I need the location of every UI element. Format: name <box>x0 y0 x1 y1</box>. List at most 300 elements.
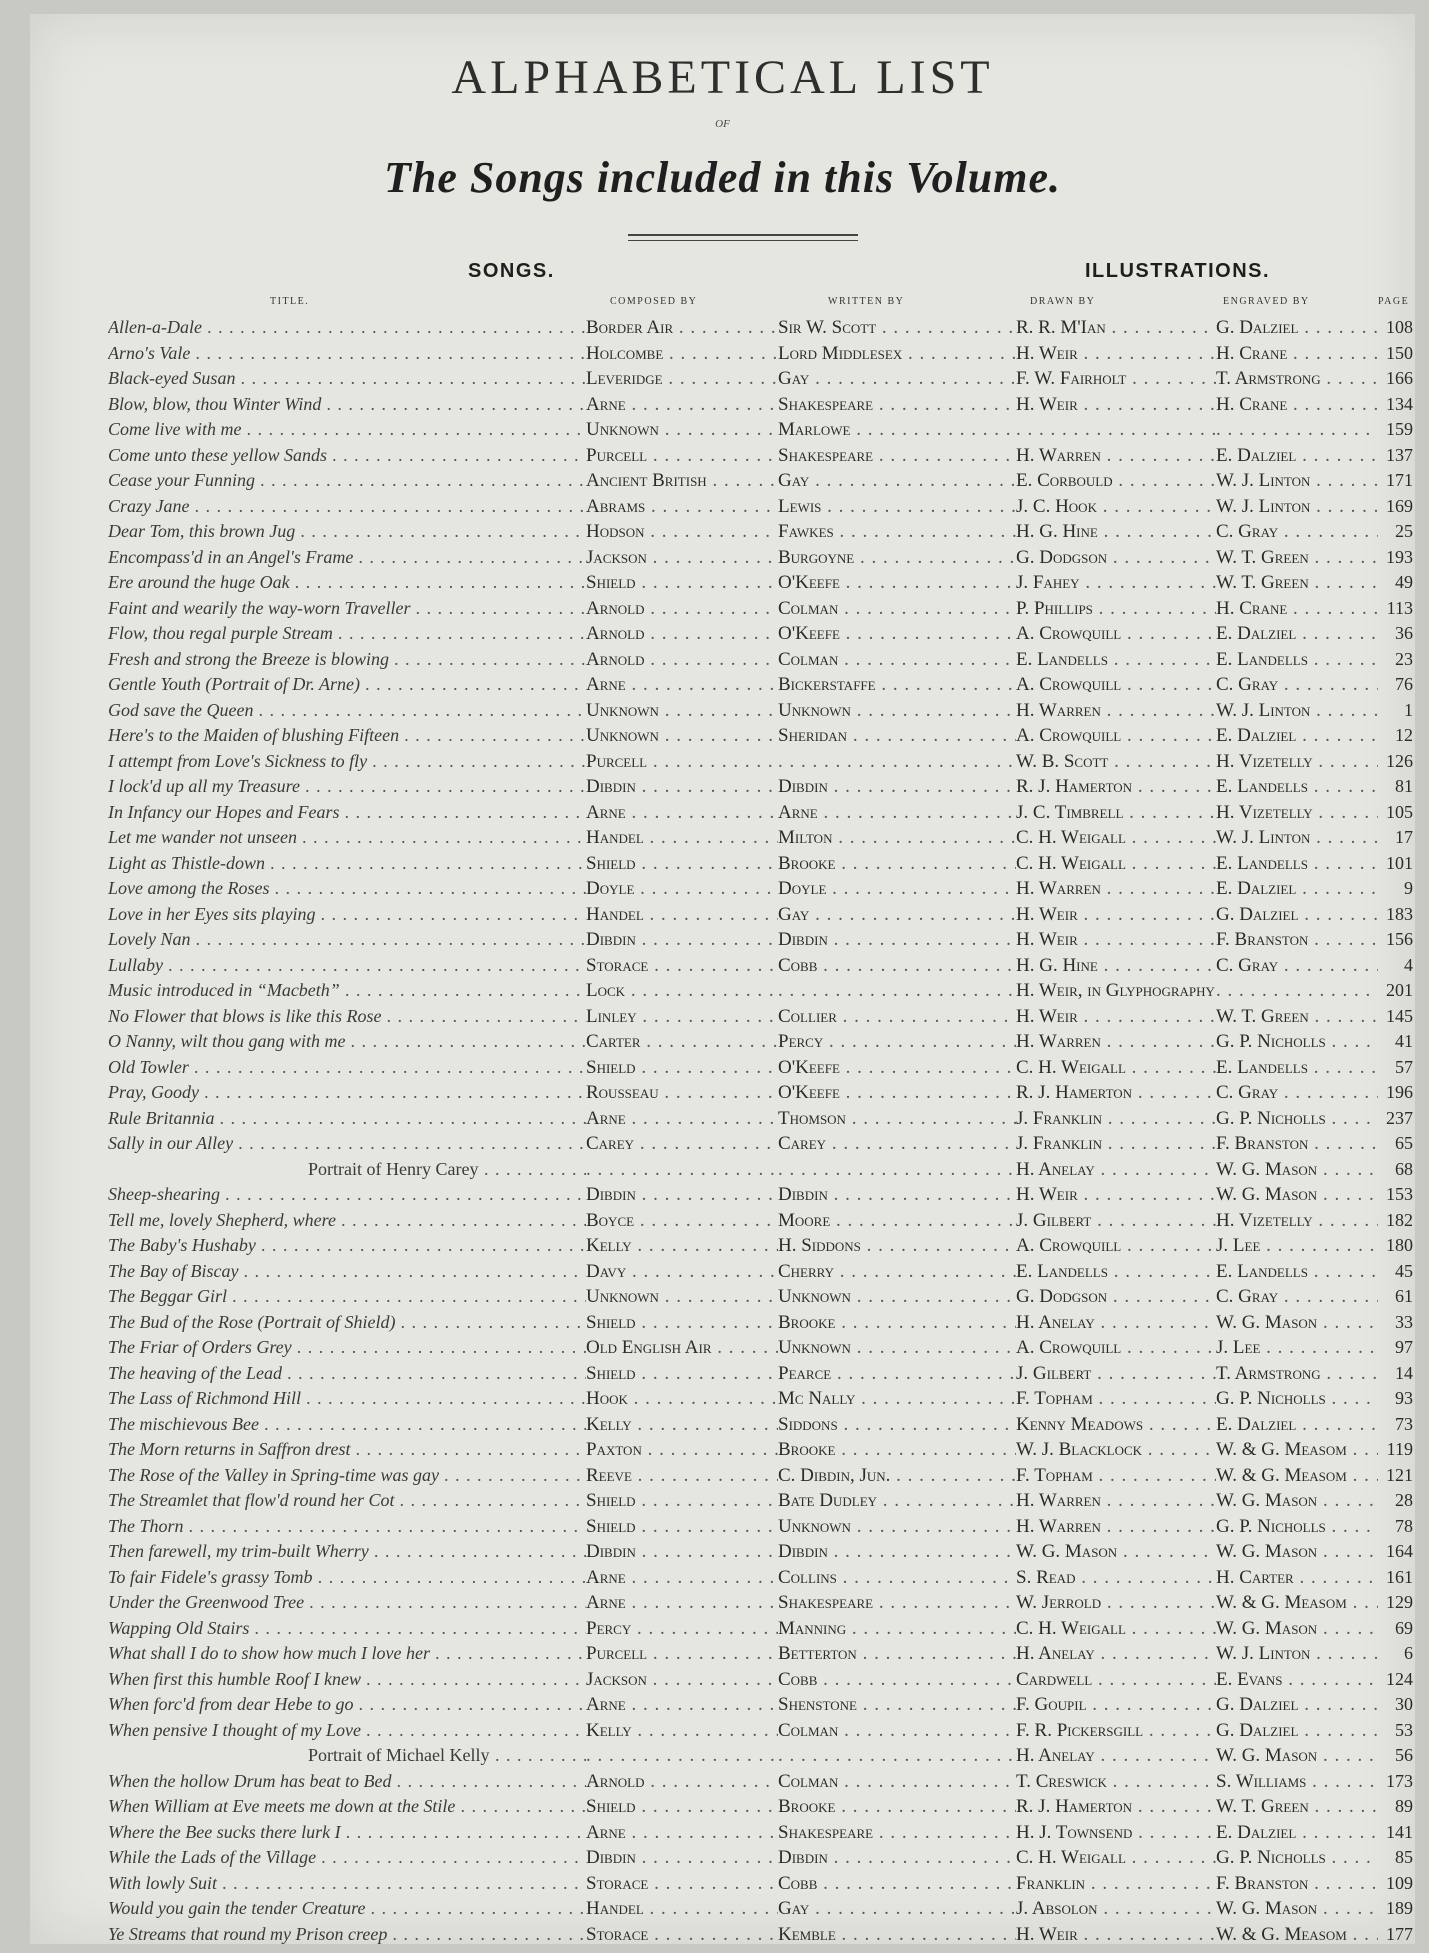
engraver: J. Lee . . . <box>1216 1335 1378 1360</box>
song-title: The heaving of the Lead . . . <box>108 1361 586 1386</box>
composer: Davy . . . <box>586 1259 778 1284</box>
illustrator: H. Weir . . . <box>1016 1182 1216 1207</box>
song-title: Pray, Goody . . . <box>108 1080 586 1105</box>
song-title: To fair Fidele's grassy Tomb . . . <box>108 1565 586 1590</box>
writer <box>778 1157 1016 1182</box>
column-header-page: PAGE <box>1378 296 1410 307</box>
illustrator: E. Landells . . . <box>1016 647 1216 672</box>
page-number: 173 <box>1386 1770 1413 1791</box>
engraver: E. Landells . . . <box>1216 774 1378 799</box>
song-title: Tell me, lovely Shepherd, where . . . <box>108 1208 586 1233</box>
illustrator: H. G. Hine . . . <box>1016 953 1216 978</box>
engraver: C. Gray . . . <box>1216 672 1378 697</box>
illustrator: J. Fahey . . . <box>1016 570 1216 595</box>
table-row <box>78 1437 1413 1463</box>
table-row <box>78 443 1413 469</box>
composer: Rousseau . . . <box>586 1080 778 1105</box>
illustrator: G. Dodgson . . . <box>1016 1284 1216 1309</box>
composer: Arne . . . <box>586 672 778 697</box>
engraver: W. G. Mason . . . <box>1216 1157 1378 1182</box>
song-title: When forc'd from dear Hebe to go . . . <box>108 1692 586 1717</box>
engraver: E. Dalziel . . . <box>1216 723 1378 748</box>
song-title: God save the Queen . . . <box>108 698 586 723</box>
page-number: 85 <box>1395 1847 1413 1867</box>
page-number: 156 <box>1386 929 1413 949</box>
song-title: In Infancy our Hopes and Fears . . . <box>108 800 586 825</box>
page-number: 25 <box>1395 521 1413 541</box>
writer: Arne . . . <box>778 800 1016 825</box>
composer: Kelly . . . <box>586 1718 778 1743</box>
composer: Storace . . . <box>586 1871 778 1896</box>
writer: Shakespeare . . . <box>778 1590 1016 1615</box>
illustrator: H. Weir . . . <box>1016 927 1216 952</box>
song-title: The Beggar Girl . . . <box>108 1284 586 1309</box>
page-number: 14 <box>1395 1362 1413 1383</box>
table-row <box>78 1616 1413 1642</box>
engraver: E. Evans . . . <box>1216 1667 1378 1692</box>
table-row <box>78 1667 1413 1693</box>
engraver: H. Carter . . . <box>1216 1565 1378 1590</box>
page-number: 189 <box>1386 1898 1413 1918</box>
writer: Sheridan . . . <box>778 723 1016 748</box>
table-row <box>78 341 1413 367</box>
table-row <box>78 876 1413 902</box>
page-number: 57 <box>1395 1056 1413 1077</box>
illustrator: H. Warren . . . <box>1016 876 1216 901</box>
illustrator: G. Dodgson . . . <box>1016 545 1216 570</box>
page-number: 169 <box>1386 495 1413 516</box>
composer: Storace . . . <box>586 1922 778 1947</box>
illustrator: Kenny Meadows . . . <box>1016 1412 1216 1437</box>
table-row <box>78 519 1413 545</box>
composer: Arnold . . . <box>586 596 778 621</box>
composer: Arne . . . <box>586 800 778 825</box>
engraver: H. Vizetelly . . . <box>1216 800 1378 825</box>
song-title: Wapping Old Stairs . . . <box>108 1616 586 1641</box>
illustrator: A. Crowquill . . . <box>1016 672 1216 697</box>
table-row <box>78 851 1413 877</box>
writer: Marlowe . . . <box>778 417 1016 442</box>
writer: Percy . . . <box>778 1029 1016 1054</box>
illustrator: W. B. Scott . . . <box>1016 749 1216 774</box>
composer: Old English Air . . . <box>586 1335 778 1360</box>
engraver: E. Landells . . . <box>1216 1259 1378 1284</box>
engraver: W. & G. Measom . . . <box>1216 1463 1378 1488</box>
writer: Dibdin . . . <box>778 927 1016 952</box>
illustrator: H. Weir . . . <box>1016 392 1216 417</box>
song-title: When pensive I thought of my Love . . . <box>108 1718 586 1743</box>
writer: Kemble . . . <box>778 1922 1016 1947</box>
page-number: 108 <box>1386 317 1413 337</box>
engraver: F. Branston . . . <box>1216 1871 1378 1896</box>
table-row <box>78 927 1413 953</box>
composer: Handel . . . <box>586 902 778 927</box>
composer: Shield . . . <box>586 570 778 595</box>
page-number: 105 <box>1386 801 1413 822</box>
table-row <box>78 723 1413 749</box>
engraver <box>1216 978 1378 1003</box>
writer: Bate Dudley . . . <box>778 1488 1016 1513</box>
title-rule-thin <box>628 240 858 241</box>
engraver: E. Landells . . . <box>1216 647 1378 672</box>
writer: Shenstone . . . <box>778 1692 1016 1717</box>
table-row <box>78 902 1413 928</box>
page-number: 61 <box>1395 1286 1413 1306</box>
page-number: 171 <box>1386 470 1413 490</box>
writer: Cherry . . . <box>778 1259 1016 1284</box>
composer <box>586 1157 778 1182</box>
table-row <box>78 1565 1413 1591</box>
composer: Arne . . . <box>586 1590 778 1615</box>
engraver: W. J. Linton . . . <box>1216 494 1378 519</box>
illustrator: H. Anelay . . . <box>1016 1310 1216 1335</box>
song-title: The Morn returns in Saffron drest . . . <box>108 1437 586 1462</box>
page-number: 68 <box>1395 1158 1413 1179</box>
table-row <box>78 1922 1413 1948</box>
engraver: C. Gray . . . <box>1216 519 1378 544</box>
song-title: Dear Tom, this brown Jug . . . <box>108 519 586 544</box>
page-number: 183 <box>1386 903 1413 924</box>
page-number: 124 <box>1386 1668 1413 1689</box>
illustrator: R. J. Hamerton . . . <box>1016 1794 1216 1819</box>
composer: Purcell . . . <box>586 1641 778 1666</box>
composer: Handel . . . <box>586 825 778 850</box>
page-number: 30 <box>1395 1694 1413 1714</box>
engraver <box>1216 417 1378 442</box>
illustrator: E. Corbould . . . <box>1016 468 1216 493</box>
composer: Dibdin . . . <box>586 927 778 952</box>
illustrator: H. Anelay . . . <box>1016 1157 1216 1182</box>
song-title: Sally in our Alley . . . <box>108 1131 586 1156</box>
illustrator: H. Anelay . . . <box>1016 1743 1216 1768</box>
engraver: W. G. Mason . . . <box>1216 1896 1378 1921</box>
writer: Cobb . . . <box>778 953 1016 978</box>
composer: Unknown . . . <box>586 1284 778 1309</box>
song-title: No Flower that blows is like this Rose . . . <box>108 1004 586 1029</box>
page-number: 182 <box>1386 1209 1413 1230</box>
illustrator: H. J. Townsend . . . <box>1016 1820 1216 1845</box>
page-number: 4 <box>1404 954 1413 975</box>
table-row <box>78 1208 1413 1234</box>
table-row <box>78 1539 1413 1565</box>
table-row <box>78 1590 1413 1616</box>
song-title: Encompass'd in an Angel's Frame . . . <box>108 545 586 570</box>
page-title: ALPHABETICAL LIST <box>451 51 994 104</box>
writer: Siddons . . . <box>778 1412 1016 1437</box>
table-row <box>78 953 1413 979</box>
table-row <box>78 366 1413 392</box>
page-number: 113 <box>1386 597 1413 618</box>
page-number: 180 <box>1386 1235 1413 1255</box>
engraver: W. J. Linton . . . <box>1216 698 1378 723</box>
table-row <box>78 468 1413 494</box>
song-title: Love in her Eyes sits playing . . . <box>108 902 586 927</box>
table-row <box>78 1794 1413 1820</box>
composer: Arne . . . <box>586 1565 778 1590</box>
writer: O'Keefe . . . <box>778 1055 1016 1080</box>
illustrator: H. Weir . . . <box>1016 902 1216 927</box>
page-number: 166 <box>1386 368 1413 388</box>
table-row <box>78 1106 1413 1132</box>
writer: Brooke . . . <box>778 1794 1016 1819</box>
writer: Milton . . . <box>778 825 1016 850</box>
composer: Doyle . . . <box>586 876 778 901</box>
illustrator: C. H. Weigall . . . <box>1016 825 1216 850</box>
illustrator: R. R. M'Ian . . . <box>1016 315 1216 340</box>
illustrator: H. Warren . . . <box>1016 1488 1216 1513</box>
song-title: The Rose of the Valley in Spring-time was gay . . . <box>108 1463 586 1488</box>
engraver: H. Crane . . . <box>1216 341 1378 366</box>
composer: Unknown . . . <box>586 723 778 748</box>
engraver: W. J. Linton . . . <box>1216 825 1378 850</box>
illustrator: J. Franklin . . . <box>1016 1106 1216 1131</box>
engraver: C. Gray . . . <box>1216 1284 1378 1309</box>
table-row <box>78 1335 1413 1361</box>
illustrator: W. J. Blacklock . . . <box>1016 1437 1216 1462</box>
illustrator: J. Gilbert . . . <box>1016 1208 1216 1233</box>
song-title: With lowly Suit . . . <box>108 1871 586 1896</box>
page-number: 121 <box>1386 1464 1413 1485</box>
illustrator: J. Absolon . . . <box>1016 1896 1216 1921</box>
page-number: 78 <box>1395 1515 1413 1536</box>
illustrator: T. Creswick . . . <box>1016 1769 1216 1794</box>
composer: Shield . . . <box>586 1514 778 1539</box>
engraver: W. & G. Measom . . . <box>1216 1437 1378 1462</box>
song-title: The Friar of Orders Grey . . . <box>108 1335 586 1360</box>
engraver: E. Landells . . . <box>1216 851 1378 876</box>
writer: Lord Middlesex . . . <box>778 341 1016 366</box>
composer: Shield . . . <box>586 1794 778 1819</box>
song-title: I lock'd up all my Treasure . . . <box>108 774 586 799</box>
illustrator: F. Topham . . . <box>1016 1386 1216 1411</box>
engraver: E. Dalziel . . . <box>1216 876 1378 901</box>
page-number: 36 <box>1395 623 1413 643</box>
table-row <box>78 1157 1413 1183</box>
illustrator: H. Weir, in Glyphography . . . <box>1016 978 1216 1003</box>
song-title: The Bay of Biscay . . . <box>108 1259 586 1284</box>
composer: Jackson . . . <box>586 1667 778 1692</box>
table-row <box>78 1361 1413 1387</box>
composer: Reeve . . . <box>586 1463 778 1488</box>
song-title: I attempt from Love's Sickness to fly . . . <box>108 749 586 774</box>
page-number: 45 <box>1395 1260 1413 1281</box>
column-header-written: WRITTEN BY <box>828 296 905 307</box>
illustrator: A. Crowquill . . . <box>1016 621 1216 646</box>
engraver: W. G. Mason . . . <box>1216 1182 1378 1207</box>
writer: Bickerstaffe . . . <box>778 672 1016 697</box>
composer: Arnold . . . <box>586 1769 778 1794</box>
song-title: Ere around the huge Oak . . . <box>108 570 586 595</box>
page-number: 9 <box>1404 878 1413 898</box>
engraver: E. Dalziel . . . <box>1216 621 1378 646</box>
composer: Boyce . . . <box>586 1208 778 1233</box>
song-title: Fresh and strong the Breeze is blowing . . . <box>108 647 586 672</box>
engraver: F. Branston . . . <box>1216 1131 1378 1156</box>
illustrator: Cardwell . . . <box>1016 1667 1216 1692</box>
writer: Shakespeare . . . <box>778 443 1016 468</box>
writer: Dibdin . . . <box>778 774 1016 799</box>
song-title: Come unto these yellow Sands . . . <box>108 443 586 468</box>
page-number: 134 <box>1386 393 1413 414</box>
illustrator: F. R. Pickersgill . . . <box>1016 1718 1216 1743</box>
page-number: 164 <box>1386 1541 1413 1561</box>
illustrator: J. C. Hook . . . <box>1016 494 1216 519</box>
illustrator: R. J. Hamerton . . . <box>1016 774 1216 799</box>
song-title: O Nanny, wilt thou gang with me . . . <box>108 1029 586 1054</box>
illustrator: W. Jerrold . . . <box>1016 1590 1216 1615</box>
page-number: 101 <box>1386 852 1413 873</box>
song-title: Music introduced in “Macbeth” . . . <box>108 978 586 1003</box>
writer: Colman . . . <box>778 596 1016 621</box>
page-number: 53 <box>1395 1719 1413 1740</box>
song-title: Allen-a-Dale . . . <box>108 315 586 340</box>
engraver: W. G. Mason . . . <box>1216 1488 1378 1513</box>
table-row <box>78 621 1413 647</box>
writer <box>778 1743 1016 1768</box>
song-title: The Thorn . . . <box>108 1514 586 1539</box>
illustrator: H. Anelay . . . <box>1016 1641 1216 1666</box>
composer: Carter . . . <box>586 1029 778 1054</box>
engraver: W. G. Mason . . . <box>1216 1616 1378 1641</box>
writer: Carey . . . <box>778 1131 1016 1156</box>
illustrator: H. Warren . . . <box>1016 698 1216 723</box>
engraver: G. Dalziel . . . <box>1216 1692 1378 1717</box>
table-row <box>78 315 1413 341</box>
engraver: E. Dalziel . . . <box>1216 1412 1378 1437</box>
writer: Unknown . . . <box>778 1335 1016 1360</box>
illustrator: H. Weir . . . <box>1016 341 1216 366</box>
illustrator: J. Gilbert . . . <box>1016 1361 1216 1386</box>
page-number: 76 <box>1395 674 1413 694</box>
song-title: The Lass of Richmond Hill . . . <box>108 1386 586 1411</box>
writer: Brooke . . . <box>778 851 1016 876</box>
title-connector: OF <box>715 118 730 130</box>
composer: Kelly . . . <box>586 1412 778 1437</box>
engraver: J. Lee . . . <box>1216 1233 1378 1258</box>
composer: Dibdin . . . <box>586 1845 778 1870</box>
illustrator: H. Warren . . . <box>1016 443 1216 468</box>
writer <box>778 749 1016 774</box>
table-row <box>78 1820 1413 1846</box>
illustrator: F. Goupil . . . <box>1016 1692 1216 1717</box>
composer: Purcell . . . <box>586 749 778 774</box>
page-number: 177 <box>1386 1923 1413 1944</box>
writer: Cobb . . . <box>778 1667 1016 1692</box>
song-title: Cease your Funning . . . <box>108 468 586 493</box>
table-row <box>78 1514 1413 1540</box>
page-number: 126 <box>1386 750 1413 771</box>
table-row <box>78 1131 1413 1157</box>
engraver: H. Vizetelly . . . <box>1216 1208 1378 1233</box>
page-number: 81 <box>1395 776 1413 796</box>
song-title: Old Towler . . . <box>108 1055 586 1080</box>
page-number: 196 <box>1386 1082 1413 1102</box>
song-title: Crazy Jane . . . <box>108 494 586 519</box>
composer: Purcell . . . <box>586 443 778 468</box>
table-row <box>78 1233 1413 1259</box>
table-row <box>78 774 1413 800</box>
illustrator: A. Crowquill . . . <box>1016 1335 1216 1360</box>
table-row <box>78 1284 1413 1310</box>
page-number: 153 <box>1386 1184 1413 1204</box>
engraver: G. P. Nicholls . . . <box>1216 1514 1378 1539</box>
page-number: 73 <box>1395 1413 1413 1434</box>
song-title: Let me wander not unseen . . . <box>108 825 586 850</box>
illustrator: F. W. Fairholt . . . <box>1016 366 1216 391</box>
table-row <box>78 749 1413 775</box>
song-title: Portrait of Henry Carey . . . <box>108 1157 586 1182</box>
engraver: E. Dalziel . . . <box>1216 443 1378 468</box>
composer: Hook . . . <box>586 1386 778 1411</box>
engraver: W. T. Green . . . <box>1216 570 1378 595</box>
illustrator: H. Weir . . . <box>1016 1922 1216 1947</box>
song-title: Where the Bee sucks there lurk I . . . <box>108 1820 586 1845</box>
page-number: 33 <box>1395 1311 1413 1332</box>
song-title: Love among the Roses . . . <box>108 876 586 901</box>
composer: Holcombe . . . <box>586 341 778 366</box>
table-row <box>78 1080 1413 1106</box>
writer <box>778 978 1016 1003</box>
engraver: C. Gray . . . <box>1216 1080 1378 1105</box>
writer: Sir W. Scott . . . <box>778 315 1016 340</box>
engraver: W. J. Linton . . . <box>1216 468 1378 493</box>
table-row <box>78 392 1413 418</box>
illustrator: C. H. Weigall . . . <box>1016 1845 1216 1870</box>
writer: O'Keefe . . . <box>778 621 1016 646</box>
page-number: 1 <box>1404 699 1413 720</box>
illustrator: A. Crowquill . . . <box>1016 1233 1216 1258</box>
writer: Colman . . . <box>778 1718 1016 1743</box>
page-number: 145 <box>1386 1005 1413 1026</box>
table-row <box>78 1743 1413 1769</box>
page-number: 201 <box>1386 980 1413 1000</box>
song-title: Sheep-shearing . . . <box>108 1182 586 1207</box>
engraver: H. Crane . . . <box>1216 392 1378 417</box>
writer: Burgoyne . . . <box>778 545 1016 570</box>
writer: Unknown . . . <box>778 1284 1016 1309</box>
composer: Kelly . . . <box>586 1233 778 1258</box>
writer: Cobb . . . <box>778 1871 1016 1896</box>
engraver: W. G. Mason . . . <box>1216 1743 1378 1768</box>
song-title: Ye Streams that round my Prison creep . . . <box>108 1922 586 1947</box>
writer: Gay . . . <box>778 468 1016 493</box>
engraver: H. Vizetelly . . . <box>1216 749 1378 774</box>
table-row <box>78 1310 1413 1336</box>
song-title: Under the Greenwood Tree . . . <box>108 1590 586 1615</box>
table-row <box>78 978 1413 1004</box>
table-row <box>78 698 1413 724</box>
writer: Collier . . . <box>778 1004 1016 1029</box>
page-number: 159 <box>1386 419 1413 439</box>
song-title: Come live with me . . . <box>108 417 586 442</box>
title-rule <box>628 234 858 236</box>
composer: Arne . . . <box>586 1692 778 1717</box>
song-title: Black-eyed Susan . . . <box>108 366 586 391</box>
table-row <box>78 1692 1413 1718</box>
song-title: The Streamlet that flow'd round her Cot . . . <box>108 1488 586 1513</box>
table-row <box>78 1718 1413 1744</box>
page-number: 6 <box>1404 1643 1413 1663</box>
page-number: 109 <box>1386 1872 1413 1893</box>
illustrator: J. C. Timbrell . . . <box>1016 800 1216 825</box>
writer: O'Keefe . . . <box>778 1080 1016 1105</box>
song-title: The mischievous Bee . . . <box>108 1412 586 1437</box>
writer: H. Siddons . . . <box>778 1233 1016 1258</box>
page-number: 89 <box>1395 1796 1413 1816</box>
song-title: Portrait of Michael Kelly . . . <box>108 1743 586 1768</box>
song-title: Light as Thistle-down . . . <box>108 851 586 876</box>
table-row <box>78 1386 1413 1412</box>
